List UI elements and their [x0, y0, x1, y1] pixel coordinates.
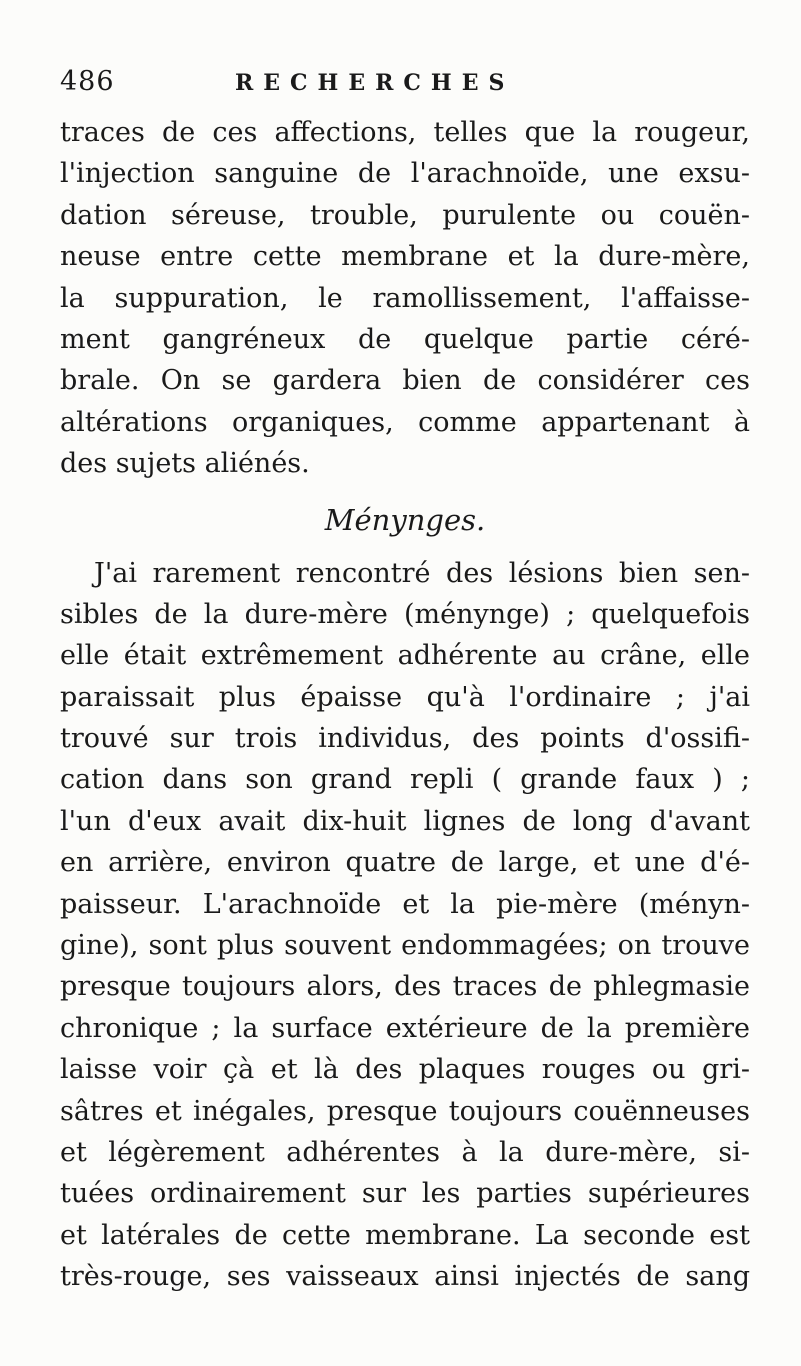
text-line: cation dans son grand repli ( grande faux ) ;	[60, 764, 750, 796]
text-line: sibles de la dure-mère (ménynge) ; quelquefois	[60, 598, 750, 630]
text-line: gine), sont plus souvent endommagées; on trouve	[60, 930, 750, 962]
text-line: et latérales de cette membrane. La seconde est	[60, 1219, 750, 1251]
page-number: 486	[60, 66, 115, 97]
paragraph-1	[60, 112, 750, 485]
text-line: brale. On se gardera bien de considérer ces	[60, 365, 750, 397]
text-line: la suppuration, le ramollissement, l'affaisse-	[60, 282, 750, 314]
text-line: des sujets aliénés.	[60, 448, 310, 480]
text-line: très-rouge, ses vaisseaux ainsi injectés de sang	[60, 1261, 750, 1293]
text-line: paraissait plus épaisse qu'à l'ordinaire ; j'ai	[60, 681, 750, 713]
text-line: tuées ordinairement sur les parties supérieures	[60, 1178, 750, 1210]
text-line: altérations organiques, comme appartenant à	[60, 406, 750, 438]
text-line: neuse entre cette membrane et la dure-mère,	[60, 241, 750, 273]
text-line: laisse voir çà et là des plaques rouges ou gri-	[60, 1054, 750, 1086]
text-line: dation séreuse, trouble, purulente ou couën-	[60, 199, 750, 231]
text-line: J'ai rarement rencontré des lésions bien sen-	[94, 557, 750, 589]
text-line: presque toujours alors, des traces de phlegmasie	[60, 971, 750, 1003]
text-line: paisseur. L'arachnoïde et la pie-mère (ményn-	[60, 888, 750, 920]
text-line: et légèrement adhérentes à la dure-mère, si-	[60, 1136, 750, 1168]
text-line: l'injection sanguine de l'arachnoïde, une exsu-	[60, 158, 750, 190]
text-line: en arrière, environ quatre de large, et une d'é-	[60, 847, 750, 879]
paragraph-2	[60, 553, 750, 1298]
text-line: elle était extrêmement adhérente au crâne, elle	[60, 640, 750, 672]
text-line: traces de ces affections, telles que la rougeur,	[60, 117, 750, 148]
body-text	[60, 112, 750, 1298]
running-head: RECHERCHES	[235, 70, 515, 96]
text-line: l'un d'eux avait dix-huit lignes de long d'avant	[60, 805, 750, 837]
text-line: sâtres et inégales, presque toujours couënneuses	[60, 1095, 750, 1127]
text-line: ment gangréneux de quelque partie céré-	[60, 323, 750, 355]
text-line: chronique ; la surface extérieure de la première	[60, 1012, 750, 1044]
page-header	[60, 66, 750, 106]
section-heading: Ménynges.	[324, 502, 486, 537]
text-line: trouvé sur trois individus, des points d'ossifi-	[60, 723, 750, 755]
